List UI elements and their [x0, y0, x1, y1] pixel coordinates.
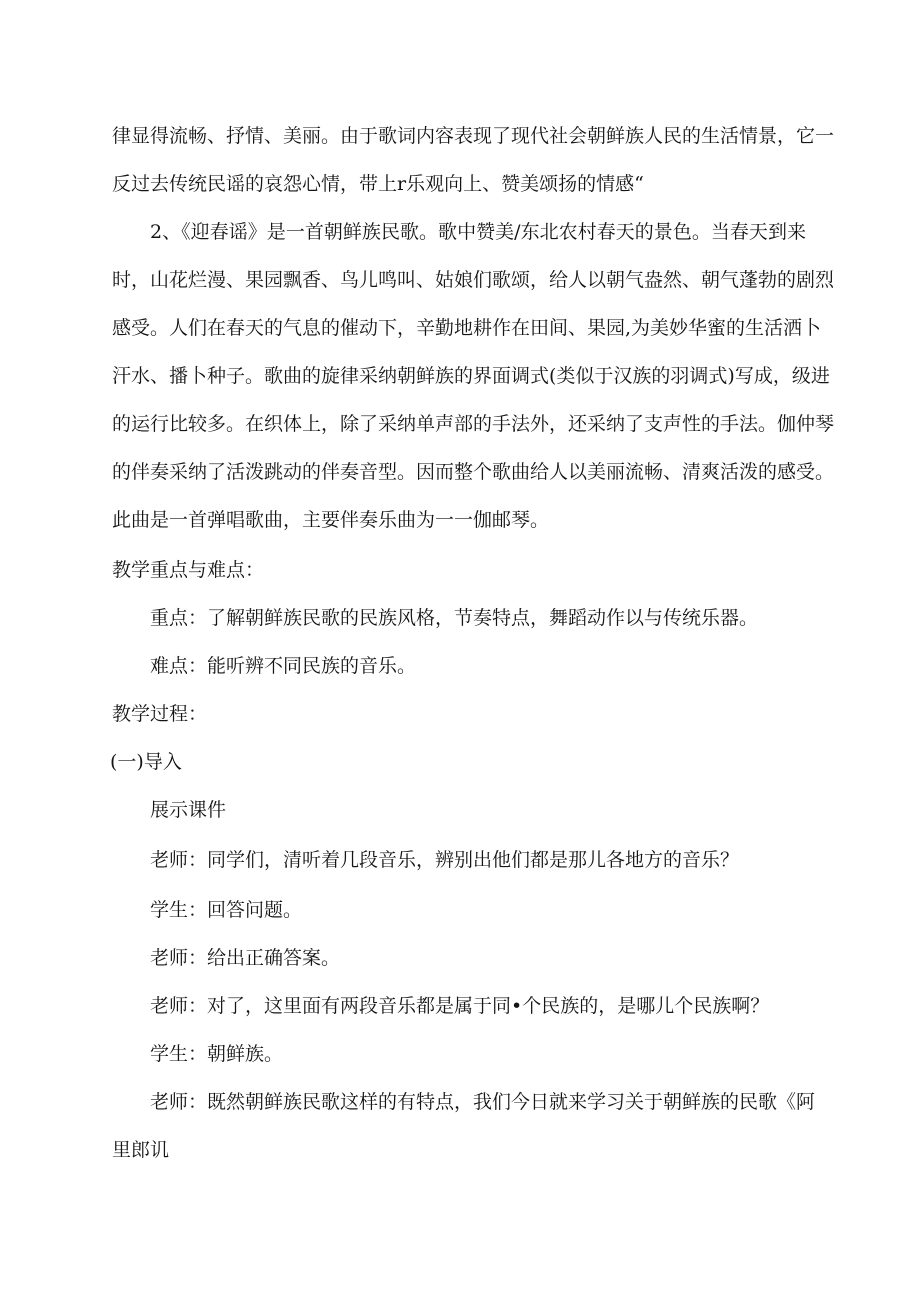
student-line-2: 学生：朝鲜族。 — [150, 1043, 284, 1065]
focus-heading: 教学重点与难点： — [112, 559, 265, 581]
process-heading: 教学过程： — [112, 703, 208, 725]
focus-difficult-point: 难点：能听辨不同民族的音乐。 — [150, 655, 417, 677]
paragraph-2-line-3: 感受。人们在春天的气息的催动下，辛勤地耕作在田间、果园,为美妙华蜜的生活洒卜 — [112, 317, 822, 339]
paragraph-2-line-7: 此曲是一首弹唱歌曲，主要伴奏乐曲为一一伽邮琴。 — [112, 509, 550, 531]
teacher-line-2: 老师：给出正确答案。 — [150, 947, 341, 969]
paragraph-2-line-6: 的伴奏采纳了活泼跳动的伴奏音型。因而整个歌曲给人以美丽流畅、清爽活泼的感受。 — [112, 461, 835, 483]
paragraph-2-line-2: 时，山花烂漫、果园飘香、鸟儿鸣叫、姑娘们歌颂，给人以朝气盎然、朝气蓬勃的剧烈 — [112, 269, 835, 291]
paragraph-1-line-1: 律显得流畅、抒情、美丽。由于歌词内容表现了现代社会朝鲜族人民的生活情景，它一 — [112, 125, 835, 147]
student-line-1: 学生：回答问题。 — [150, 899, 303, 921]
teacher-line-4a: 老师：既然朝鲜族民歌这样的有特点，我们今日就来学习关于朝鲜族的民歌《阿 — [150, 1091, 816, 1113]
teacher-line-4b: 里郎讥 — [112, 1139, 170, 1161]
show-courseware-line: 展示课件 — [150, 799, 227, 821]
section-1-heading: (一)导入 — [110, 751, 182, 773]
paragraph-2-line-4: 汗水、播卜种子。歌曲的旋律采纳朝鲜族的界面调式(类似于汉族的羽调式)写成，级进 — [112, 365, 830, 387]
teacher-line-1: 老师：同学们，清听着几段音乐，辨别出他们都是那儿各地方的音乐？ — [150, 849, 740, 871]
paragraph-1-line-2: 反过去传统民谣的哀怨心情，带上r乐观向上、赞美颂扬的情感“ — [112, 173, 644, 195]
teacher-line-3: 老师：对了，这里面有两段音乐都是属于同•个民族的，是哪儿个民族啊？ — [150, 995, 770, 1017]
paragraph-2-line-5: 的运行比较多。在织体上，除了采纳单声部的手法外，还采纳了支声性的手法。伽仲琴 — [112, 413, 835, 435]
paragraph-2-line-1: 2、《迎春谣》是一首朝鲜族民歌。歌中赞美/东北农村春天的景色。当春天到来 — [150, 221, 806, 243]
focus-key-point: 重点：了解朝鲜族民歌的民族风格，节奏特点，舞蹈动作以与传统乐器。 — [150, 607, 759, 629]
